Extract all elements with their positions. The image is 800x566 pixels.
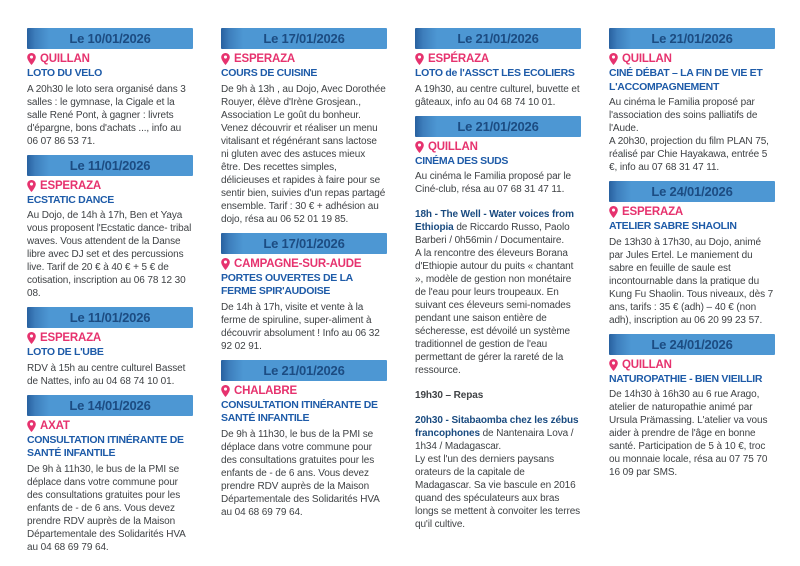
event-location	[27, 419, 193, 433]
text-segment: De 9h à 13h , au Dojo, Avec Dorothée Rouyer, élève d'Irène Grosjean., Association Le goût du bonheur. Venez découvrir et réaliser un menu vitalisant et régénérant sans lactose ni gluten avec des astuces mieux être. Des recettes simples, délicieuses et rapides à faire pour se sentir bien, suivies d'un repas partagé ensemble. Tarif : 30 € + adhésion au dojo, résa au 06 52 01 19 85.	[221, 83, 386, 225]
event-title: ATELIER SABRE SHAOLIN	[609, 220, 737, 232]
location-label: ESPERAZA	[622, 206, 684, 218]
event-title: CONSULTATION ITINÉRANTE DE SANTÉ INFANTILE	[27, 433, 184, 459]
event-location	[221, 384, 387, 398]
event-paragraph	[415, 208, 581, 377]
date-banner: Le 21/01/2026	[609, 28, 775, 49]
event-card	[221, 233, 387, 353]
location-label: ESPERAZA	[234, 53, 296, 65]
text-segment: De 9h à 11h30, le bus de la PMI se déplace dans votre commune pour des consultations gratuites pour les enfants de - de 6 ans. Vous devez prendre RDV auprès de la Maison Départementale des Solidarités HVA au 04 68 69 79 64.	[27, 463, 186, 553]
text-segment: A la rencontre des éleveurs Borana d'Ethiopie autour du puits « chantant », modèle de gestion non monétaire de l'eau pour leurs troupeaux. En suivant ces éleveurs semi-nomades pendant une saison entière de sécheresse, est dévoilé un système traditionnel de gestion de l'eau permettant de gérer la rareté de la ressource.	[415, 248, 574, 376]
date-banner: Le 11/01/2026	[27, 155, 193, 176]
text-segment: A 19h30, au centre culturel, buvette et gâteaux, info au 04 68 74 10 01.	[415, 83, 580, 108]
event-paragraph	[609, 236, 775, 327]
text-segment: De 14h à 17h, visite et vente à la ferme de spiruline, super-aliment à découvrir absolument ! Info au 06 32 92 02 91.	[221, 301, 380, 352]
date-banner: Le 14/01/2026	[27, 395, 193, 416]
event-paragraph	[415, 83, 581, 109]
event-card	[221, 28, 387, 226]
location-pin-icon	[415, 141, 424, 153]
text-segment: de Riccardo Russo, Paolo Barberi / 0h56min / Documentaire.	[415, 222, 570, 246]
event-paragraph	[27, 463, 193, 554]
event-paragraph	[27, 362, 193, 388]
location-pin-icon	[415, 53, 424, 65]
event-title: LOTO DU VELO	[27, 67, 102, 79]
location-pin-icon	[27, 53, 36, 65]
date-banner: Le 24/01/2026	[609, 334, 775, 355]
date-banner: Le 21/01/2026	[415, 116, 581, 137]
text-segment: De 13h30 à 17h30, au Dojo, animé par Jules Ertel. Le maniement du sabre en feuille de saule est incontournable dans la pratique du Kung Fu Shaolin. Tous niveaux, dès 7 ans, tarifs : 35 € (adh) – 40 € (non adh), inscription au 06 20 99 23 57.	[609, 236, 774, 326]
location-label: QUILLAN	[40, 53, 90, 65]
location-label: QUILLAN	[428, 140, 478, 153]
event-location	[415, 140, 581, 154]
location-label: AXAT	[40, 419, 70, 432]
event-paragraph	[27, 83, 193, 148]
event-paragraph	[609, 96, 775, 174]
location-label: ESPERAZA	[40, 332, 102, 344]
location-label: QUILLAN	[622, 358, 672, 371]
event-card	[27, 155, 193, 301]
text-segment: RDV à 15h au centre culturel Basset de Nattes, info au 04 68 74 10 01.	[27, 362, 186, 387]
text-segment: A 20h30 le loto sera organisé dans 3 salles : le gymnase, la Cigale et la salle René Pont, à gagner : livrets d'épargne, bons d'achats ..., info au 06 07 86 53 71.	[27, 83, 186, 147]
event-title: LOTO DE L'UBE	[27, 346, 104, 358]
date-banner: Le 24/01/2026	[609, 181, 775, 202]
location-label: ESPÉRAZA	[428, 53, 490, 65]
event-title: PORTES OUVERTES DE LA FERME SPIR'AUDOISE	[221, 271, 353, 297]
column-1	[27, 28, 193, 561]
event-paragraph	[609, 388, 775, 479]
event-title: LOTO de l'ASSCT LES ECOLIERS	[415, 67, 575, 79]
column-3	[415, 28, 581, 538]
text-segment: Au Dojo, de 14h à 17h, Ben et Yaya vous proposent l'Ecstatic dance- tribal waves. Vous attendent de la Danse libre avec DJ set et des percussions live. Tarif de 20 € à 40 € + 5 € de cotisation, inscription au 06 78 12 30 08.	[27, 210, 192, 299]
text-segment: 18h - The Well - Water voices from Ethiopia	[415, 209, 574, 233]
event-title: ECSTATIC DANCE	[27, 193, 114, 206]
event-card	[27, 28, 193, 148]
text-segment: Au cinéma le Familia proposé par le Ciné-club, résa au 07 68 31 47 11.	[415, 171, 572, 195]
event-card	[27, 307, 193, 388]
location-label: CAMPAGNE-SUR-AUDE	[234, 257, 362, 270]
column-2	[221, 28, 387, 526]
event-title: CINÉ DÉBAT – LA FIN DE VIE ET L'ACCOMPAGNEMENT	[609, 67, 763, 93]
event-location	[609, 358, 775, 372]
column-4	[609, 28, 775, 486]
event-card	[609, 181, 775, 327]
text-segment: 19h30 – Repas	[415, 390, 484, 401]
text-segment: De 14h30 à 16h30 au 6 rue Arago, atelier de naturopathie animé par Ursula Prämassing. L'atelier va vous aider à prendre de l'âge en bonne santé. Participation de 5 à 10 €, troc ou monnaie locale, résa au 07 75 70 16 09 par SMS.	[609, 389, 768, 478]
columns	[27, 28, 775, 561]
event-location	[221, 52, 387, 66]
event-paragraph	[221, 428, 387, 519]
text-segment: A 20h30, projection du film PLAN 75, réalisé par Chie Hayakawa, entrée 5 €, info au 07 68 31 47 11.	[609, 136, 769, 173]
event-card	[415, 116, 581, 532]
date-banner: Le 17/01/2026	[221, 28, 387, 49]
text-segment: Ly est l'un des derniers paysans orateurs de la capitale de Madagascar. Sa vie bascule en 2016 quand des spéculateurs aux bras longs se mettent à convoiter les terres qu'il cultive.	[415, 454, 581, 530]
event-location	[609, 205, 775, 219]
event-paragraph	[415, 389, 581, 402]
text-segment: De 9h à 11h30, le bus de la PMI se déplace dans votre commune pour des consultations gratuites pour les enfants de - de 6 ans. Vous devez prendre RDV auprès de la Maison Départementale des Solidarités HVA au 04 68 69 79 64.	[221, 428, 380, 518]
event-paragraph	[415, 170, 581, 196]
date-banner: Le 17/01/2026	[221, 233, 387, 254]
date-banner: Le 10/01/2026	[27, 28, 193, 49]
location-label: QUILLAN	[622, 53, 672, 65]
event-card	[415, 28, 581, 109]
location-pin-icon	[221, 258, 230, 270]
event-location	[27, 179, 193, 193]
event-location	[221, 257, 387, 271]
event-location	[609, 52, 775, 66]
location-pin-icon	[609, 206, 618, 218]
event-paragraph	[27, 209, 193, 300]
text-segment: Au cinéma le Familia proposé par l'association des soins palliatifs de l'Aude.	[609, 97, 758, 134]
text-segment: de Nantenaira Lova / 1h34 / Madagascar.	[415, 428, 574, 452]
event-card	[221, 360, 387, 519]
location-pin-icon	[609, 359, 618, 371]
event-paragraph	[415, 414, 581, 531]
date-banner: Le 21/01/2026	[221, 360, 387, 381]
event-location	[27, 52, 193, 66]
location-pin-icon	[221, 53, 230, 65]
event-title: COURS DE CUISINE	[221, 67, 318, 79]
location-label: CHALABRE	[234, 384, 297, 397]
event-location	[27, 331, 193, 345]
location-pin-icon	[27, 420, 36, 432]
event-location	[415, 52, 581, 66]
event-card	[609, 28, 775, 174]
event-title: NATUROPATHIE - BIEN VIEILLIR	[609, 372, 763, 385]
text-segment: 20h30 - Sitabaomba chez les zébus francophones	[415, 415, 579, 439]
location-label: ESPERAZA	[40, 179, 102, 192]
date-banner: Le 21/01/2026	[415, 28, 581, 49]
location-pin-icon	[27, 332, 36, 344]
date-banner: Le 11/01/2026	[27, 307, 193, 328]
location-pin-icon	[221, 385, 230, 397]
event-card	[27, 395, 193, 554]
event-paragraph	[221, 83, 387, 226]
event-title: CINÉMA DES SUDS	[415, 154, 509, 167]
location-pin-icon	[27, 180, 36, 192]
event-title: CONSULTATION ITINÉRANTE DE SANTÉ INFANTILE	[221, 398, 378, 424]
event-card	[609, 334, 775, 480]
event-paragraph	[221, 301, 387, 353]
location-pin-icon	[609, 53, 618, 65]
